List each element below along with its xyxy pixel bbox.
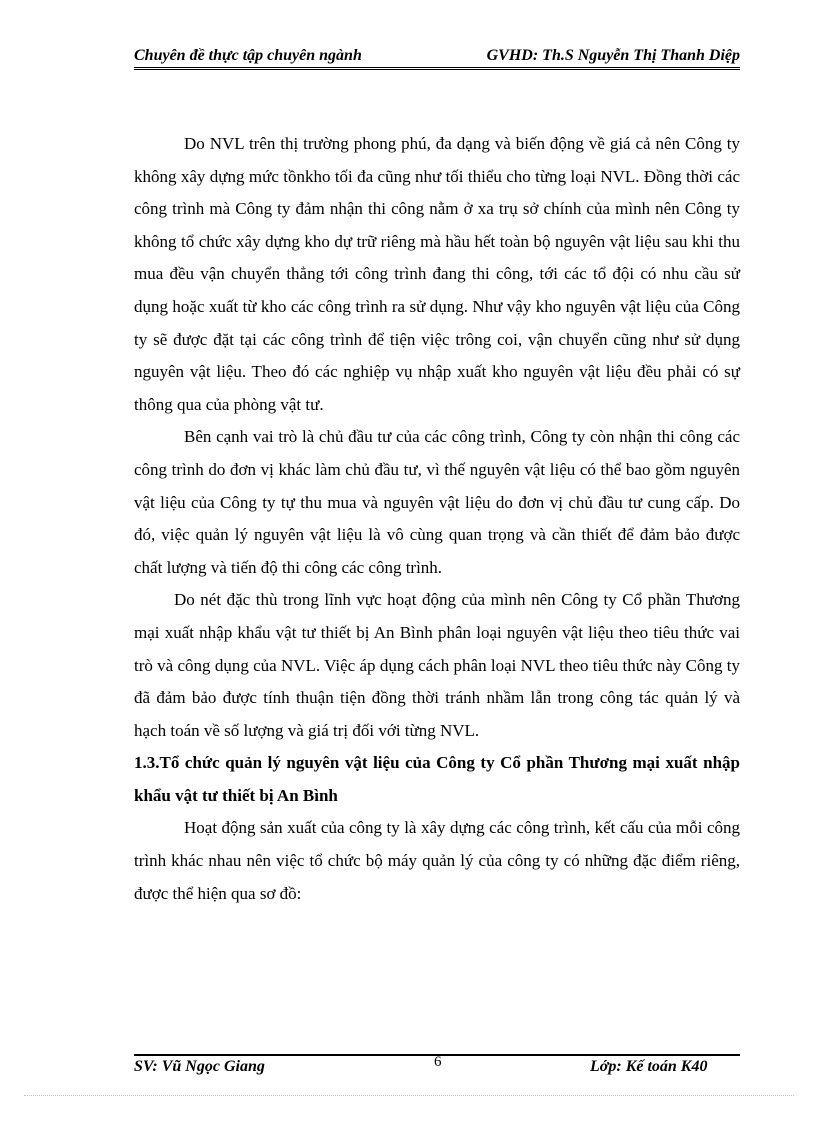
body-paragraph-3: Do nét đặc thù trong lĩnh vực hoạt động của mình nên Công ty Cổ phần Thương mại xuất nhập khẩu vật tư thiết bị An Bình phân loại nguyên vật liệu theo tiêu thức vai trò và công dụng của NVL. Việc áp dụng cách phân loại NVL theo tiêu thức này Công ty đã đảm bảo được tính thuận tiện đồng thời tránh nhầm lẫn trong công tác quản lý và hạch toán về số lượng và giá trị đối với từng NVL. bbox=[134, 590, 740, 740]
header-right-text: GVHD: Th.S Nguyễn Thị Thanh Diệp bbox=[486, 47, 740, 64]
page-header bbox=[134, 44, 740, 70]
header-left-text: Chuyên đề thực tập chuyên ngành bbox=[134, 47, 362, 64]
page-number: 6 bbox=[434, 1054, 442, 1070]
page-bottom-dotted-line bbox=[24, 1095, 794, 1096]
document-body bbox=[134, 128, 740, 910]
body-paragraph-1: Do NVL trên thị trường phong phú, đa dạng và biến động về giá cả nên Công ty không xây dựng mức tồnkho tối đa cũng như tối thiểu cho từng loại NVL. Đồng thời các công trình mà Công ty đảm nhận thi công nằm ở xa trụ sở chính của mình nên Công ty không tổ chức xây dựng kho dự trữ riêng mà hầu hết toàn bộ nguyên vật liệu sau khi thu mua đều vận chuyển thẳng tới công trình đang thi công, tới các tổ đội có nhu cầu sử dụng hoặc xuất từ kho các công trình ra sử dụng. Như vậy kho nguyên vật liệu của Công ty sẽ được đặt tại các công trình để tiện việc trông coi, vận chuyển cũng như sử dụng nguyên vật liệu. Theo đó các nghiệp vụ nhập xuất kho nguyên vật liệu đều phải có sự thông qua của phòng vật tư. bbox=[134, 134, 740, 414]
footer-student-name: SV: Vũ Ngọc Giang bbox=[134, 1058, 265, 1075]
section-heading: 1.3.Tổ chức quản lý nguyên vật liệu của Công ty Cổ phần Thương mại xuất nhập khẩu vật tư thiết bị An Bình bbox=[134, 753, 740, 805]
body-paragraph-2: Bên cạnh vai trò là chủ đầu tư của các công trình, Công ty còn nhận thi công các công trình do đơn vị khác làm chủ đầu tư, vì thế nguyên vật liệu có thể bao gồm nguyên vật liệu của Công ty tự thu mua và nguyên vật liệu do đơn vị chủ đầu tư cung cấp. Do đó, việc quản lý nguyên vật liệu là vô cùng quan trọng và cần thiết để đảm bảo được chất lượng và tiến độ thi công các công trình. bbox=[134, 427, 740, 577]
section-paragraph: Hoạt động sản xuất của công ty là xây dựng các công trình, kết cấu của mỗi công trình khác nhau nên việc tổ chức bộ máy quản lý của công ty có những đặc điểm riêng, được thể hiện qua sơ đồ: bbox=[134, 818, 740, 903]
footer-class-name: Lớp: Kế toán K40 bbox=[590, 1058, 708, 1075]
